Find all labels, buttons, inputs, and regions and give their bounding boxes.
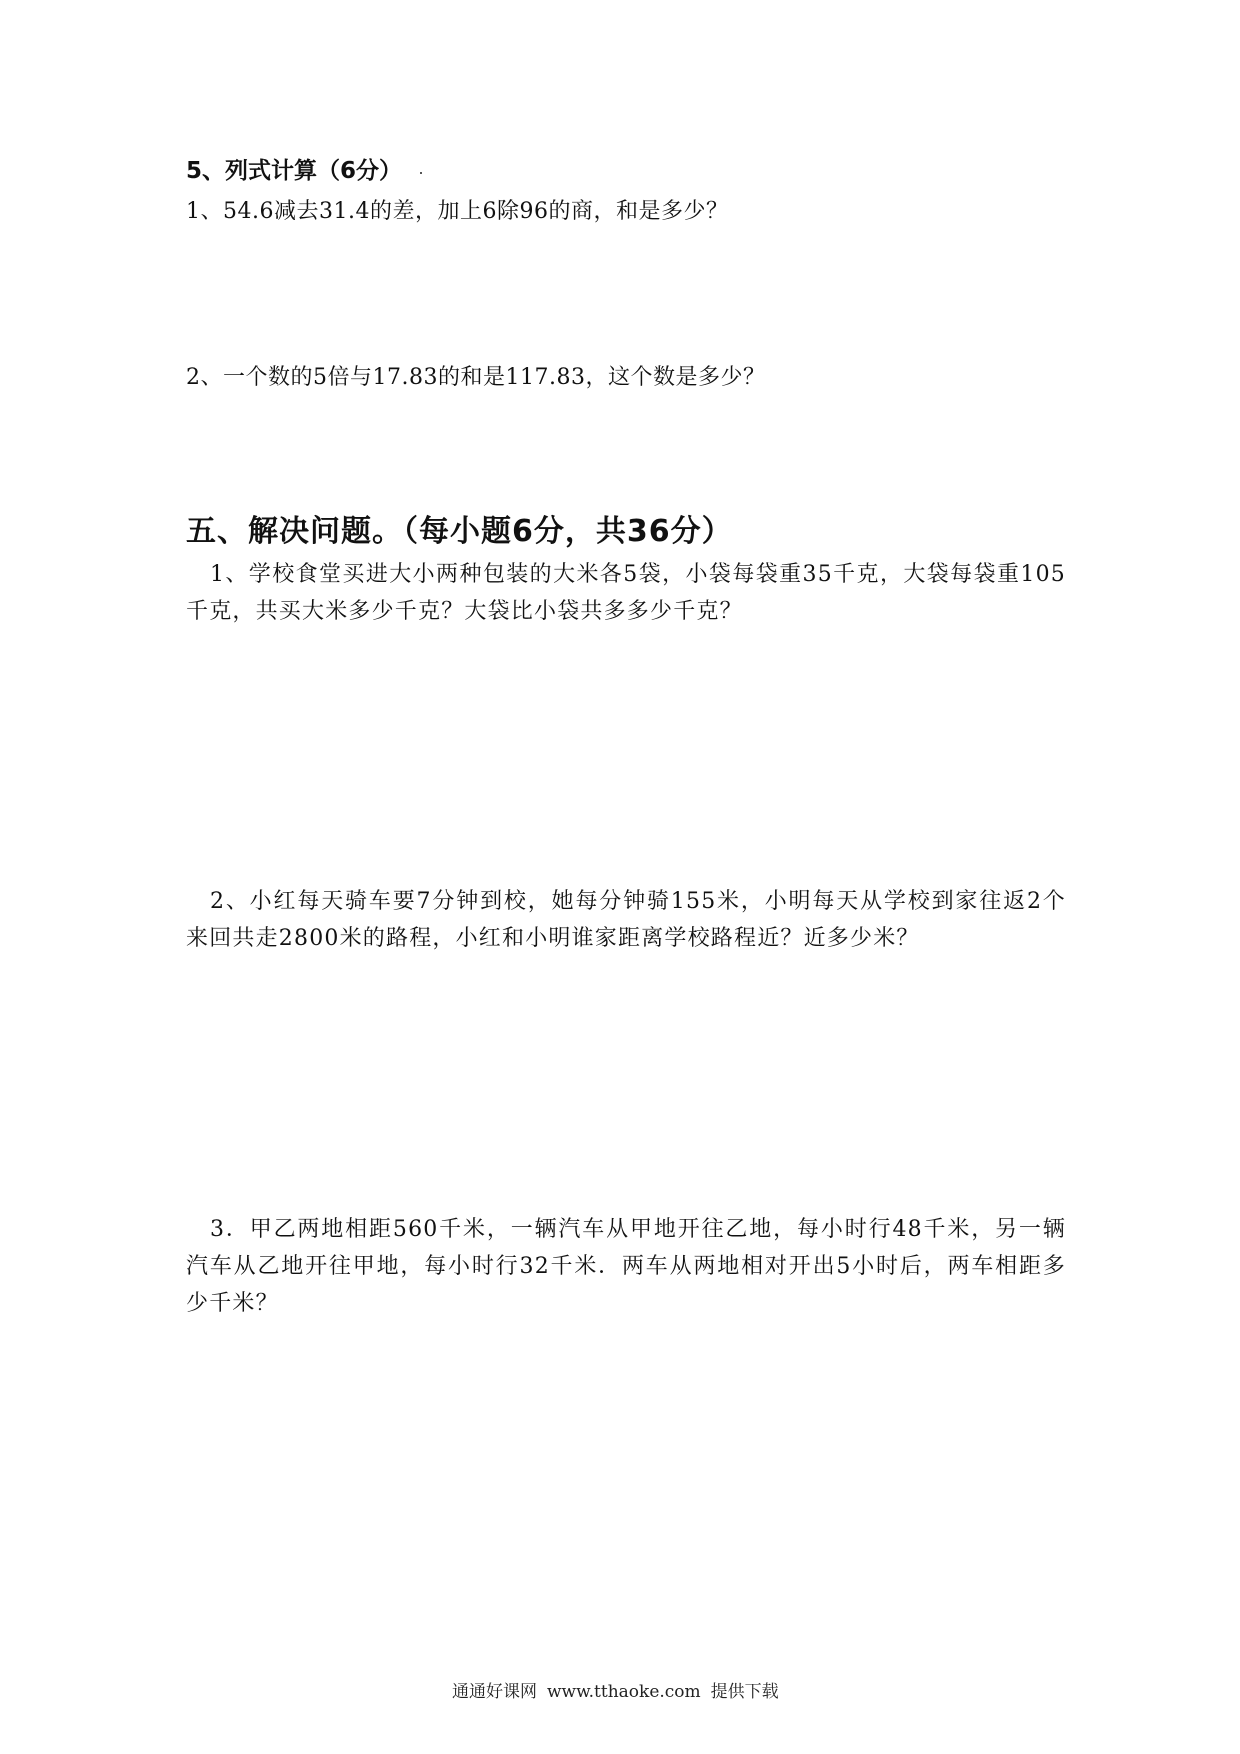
section-5-title: 5、列式计算（6分） (186, 158, 403, 184)
calc-question-1: 1、54.6减去31.4的差，加上6除96的商，和是多少？ (186, 199, 729, 224)
footer-site-name: 通通好课网 (452, 1682, 537, 1702)
footer-suffix: 提供下载 (710, 1682, 779, 1702)
word-problem-1: 1、学校食堂买进大小两种包装的大米各5袋，小袋每袋重35千克，大袋每袋重105千克，共买大米多少千克？大袋比小袋共多多少千克？ (186, 562, 1066, 624)
page-footer (452, 1677, 779, 1702)
word-problem-2: 2、小红每天骑车要7分钟到校，她每分钟骑155米，小明每天从学校到家往返2个来回共走2800米的路程，小红和小明谁家距离学校路程近？近多少米？ (186, 889, 1066, 951)
word-problem-3: 3．甲乙两地相距560千米，一辆汽车从甲地开往乙地，每小时行48千米，另一辆汽车从乙地开往甲地，每小时行32千米．两车从两地相对开出5小时后，两车相距多少千米？ (186, 1217, 1066, 1316)
footer-url: www.tthaoke.com (547, 1682, 701, 1702)
section-five-title: 五、解决问题。（每小题6分，共36分） (186, 514, 733, 549)
scan-dot (420, 172, 422, 174)
calc-question-2: 2、一个数的5倍与17.83的和是117.83，这个数是多少？ (186, 365, 766, 390)
